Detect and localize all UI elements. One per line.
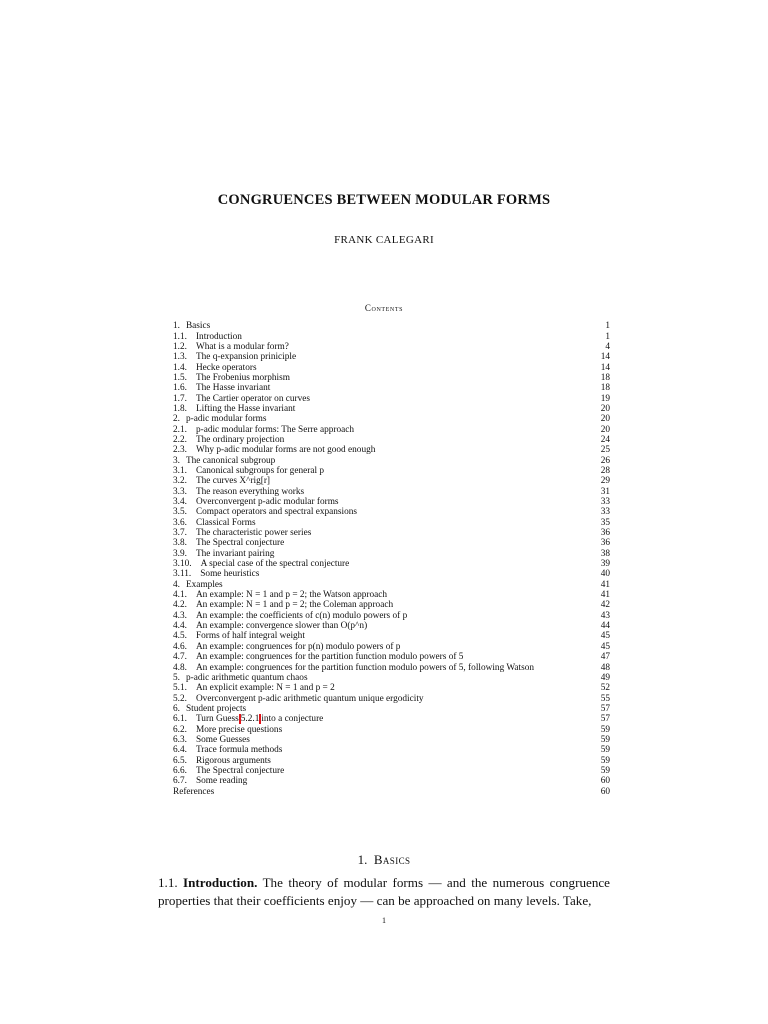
toc-link-box[interactable] (172, 600, 394, 610)
toc-page-number: 44 (600, 621, 610, 632)
toc-link-box[interactable] (172, 549, 275, 559)
toc-page-number: 59 (600, 724, 610, 735)
toc-entry-title: Hecke operators (195, 362, 257, 373)
toc-entry[interactable] (172, 704, 610, 714)
toc-page-number: 60 (600, 786, 610, 797)
toc-entry-title: Some Guesses (195, 734, 250, 745)
toc-entry-title: The canonical subgroup (185, 455, 276, 466)
toc-entry-number: 3.9. (173, 548, 187, 559)
toc-link-box[interactable] (172, 776, 248, 786)
toc-page-number: 45 (600, 641, 610, 652)
toc-entry-number: 3.1. (173, 465, 187, 476)
toc-entry[interactable] (172, 373, 610, 383)
toc-entry-link[interactable] (172, 445, 376, 455)
toc-entry[interactable] (172, 766, 610, 776)
toc-entry-link[interactable] (172, 663, 535, 673)
toc-entry[interactable] (172, 642, 610, 652)
toc-link-box[interactable] (172, 683, 336, 693)
toc-entry-title: Introduction (195, 331, 242, 342)
toc-entry[interactable] (172, 580, 610, 590)
section-number: 1. (357, 852, 368, 867)
toc-entry-title: Basics (185, 321, 211, 332)
toc-link-box[interactable] (172, 611, 408, 621)
toc-entry[interactable] (172, 735, 610, 745)
toc-link-box[interactable] (172, 766, 285, 776)
toc-entry-number: 4.6. (173, 641, 187, 652)
toc-entry[interactable] (172, 559, 610, 569)
toc-entry-link[interactable] (172, 735, 251, 745)
toc-link-box[interactable] (172, 518, 257, 528)
toc-link-box[interactable] (172, 507, 358, 517)
toc-link-box[interactable] (172, 445, 376, 455)
toc-entry-title: The reason everything works (195, 486, 305, 497)
toc-entry-title: Canonical subgroups for general p (195, 465, 325, 476)
toc-entry[interactable] (172, 497, 610, 507)
toc-entry[interactable] (172, 776, 610, 786)
toc-page-number: 24 (600, 434, 610, 445)
toc-entry-link[interactable] (172, 787, 215, 797)
toc-entry-number: 4.5. (173, 631, 187, 642)
toc-link-box[interactable] (172, 342, 290, 352)
toc-page-number: 42 (600, 600, 610, 611)
toc-link-box[interactable] (172, 756, 272, 766)
toc-entry-link[interactable] (172, 342, 290, 352)
toc-entry[interactable] (172, 476, 610, 486)
toc-entry-number: 5. (173, 672, 180, 683)
toc-entry-link[interactable] (172, 766, 285, 776)
toc-link-box[interactable] (172, 590, 388, 600)
toc-entry[interactable] (172, 611, 610, 621)
toc-entry-number: 6.4. (173, 745, 187, 756)
toc-entry-title: The q-expansion priniciple (195, 352, 297, 363)
toc-entry[interactable] (172, 745, 610, 755)
toc-entry-title: A special case of the spectral conjecture (200, 559, 350, 570)
toc-page-number: 57 (600, 714, 610, 725)
toc-entry[interactable] (172, 424, 610, 434)
toc-page-number: 48 (600, 662, 610, 673)
toc-entry-title: An example: congruences for p(n) modulo powers of p (195, 641, 401, 652)
toc-page-number: 20 (600, 414, 610, 425)
toc-entry-link[interactable] (172, 559, 350, 569)
toc-entry-title: Trace formula methods (195, 745, 283, 756)
toc-page-number: 1 (605, 321, 610, 332)
toc-page-number: 18 (600, 383, 610, 394)
toc-entry[interactable] (172, 673, 610, 683)
toc-page-number: 20 (600, 403, 610, 414)
toc-entry-title: Rigorous arguments (195, 755, 271, 766)
toc-entry-link[interactable] (172, 383, 271, 393)
section-heading (0, 852, 768, 868)
toc-entry[interactable] (172, 590, 610, 600)
toc-entry-number: 4.1. (173, 590, 187, 601)
toc-link-box[interactable] (172, 363, 258, 373)
toc-link-box[interactable] (172, 538, 285, 548)
toc-entry[interactable] (172, 466, 610, 476)
toc-entry-link[interactable] (172, 600, 394, 610)
toc-entry-number: 5.2. (173, 693, 187, 704)
toc-entry[interactable] (172, 652, 610, 662)
toc-page-number: 28 (600, 465, 610, 476)
toc-entry-link[interactable] (172, 332, 243, 342)
toc-entry-link[interactable] (172, 611, 408, 621)
toc-entry[interactable] (172, 528, 610, 538)
toc-page-number: 31 (600, 486, 610, 497)
toc-entry-number: 3.6. (173, 517, 187, 528)
toc-page-number: 36 (600, 528, 610, 539)
toc-page-number: 35 (600, 517, 610, 528)
toc-link-box[interactable] (172, 631, 306, 641)
toc-entry-title: The Hasse invariant (195, 383, 271, 394)
toc-link-box[interactable] (172, 694, 425, 704)
toc-entry-title: Some reading (195, 776, 248, 787)
toc-entry-link[interactable] (172, 394, 311, 404)
toc-entry[interactable] (172, 549, 610, 559)
toc-entry-link[interactable] (172, 435, 285, 445)
toc-page-number: 41 (600, 590, 610, 601)
toc-page-number: 4 (605, 341, 610, 352)
toc-entry-title: An example: convergence slower than O(p^n) (195, 621, 368, 632)
toc-entry[interactable] (172, 755, 610, 765)
toc-entry-number: 4.2. (173, 600, 187, 611)
toc-entry-number: 1.6. (173, 383, 187, 394)
toc-link-box[interactable] (172, 580, 224, 590)
table-of-contents (172, 321, 610, 797)
toc-page-number: 59 (600, 745, 610, 756)
subsection-title: Introduction. (183, 875, 258, 890)
toc-entry-link[interactable] (172, 631, 306, 641)
toc-page-number: 47 (600, 652, 610, 663)
toc-entry[interactable] (172, 724, 610, 734)
toc-entry-link[interactable] (172, 507, 358, 517)
toc-link-box[interactable] (172, 497, 340, 507)
toc-link-box[interactable] (172, 735, 251, 745)
toc-entry-link[interactable] (172, 745, 283, 755)
toc-entry[interactable] (172, 342, 610, 352)
toc-entry-title: Compact operators and spectral expansions (195, 507, 358, 518)
toc-entry-title: Classical Forms (195, 517, 256, 528)
toc-entry-link[interactable] (172, 652, 464, 662)
toc-link-box[interactable] (172, 404, 296, 414)
toc-entry-number: 1.1. (173, 331, 187, 342)
toc-entry-number: 2.1. (173, 424, 187, 435)
toc-link-box[interactable] (172, 466, 325, 476)
toc-entry-title: What is a modular form? (195, 341, 289, 352)
toc-entry-number: 1.8. (173, 403, 187, 414)
toc-page-number: 55 (600, 693, 610, 704)
toc-entry-number: 4.7. (173, 652, 187, 663)
toc-entry[interactable] (172, 538, 610, 548)
toc-link-box[interactable] (172, 787, 215, 797)
toc-page-number: 43 (600, 610, 610, 621)
toc-entry[interactable] (172, 393, 610, 403)
toc-page-number: 41 (600, 579, 610, 590)
subsection-number: 1.1. (158, 875, 178, 890)
toc-link-box[interactable] (172, 394, 311, 404)
toc-entry-number: 3.5. (173, 507, 187, 518)
toc-entry[interactable] (172, 693, 610, 703)
toc-entry-title: An example: N = 1 and p = 2; the Coleman approach (195, 600, 394, 611)
toc-link-box[interactable] (260, 714, 324, 724)
toc-page-number: 57 (600, 703, 610, 714)
toc-entry-title: The characteristic power series (195, 528, 312, 539)
toc-entry-number: 1.4. (173, 362, 187, 373)
body-paragraph (158, 874, 610, 909)
toc-link-box[interactable] (172, 414, 268, 424)
toc-entry-number: 3. (173, 455, 180, 466)
toc-entry-number: 6. (173, 703, 180, 714)
toc-page-number: 38 (600, 548, 610, 559)
toc-entry-title: Forms of half integral weight (195, 631, 305, 642)
toc-entry[interactable] (172, 455, 610, 465)
toc-entry-title: Overconvergent p-adic arithmetic quantum unique ergodicity (195, 693, 424, 704)
toc-link-box[interactable] (172, 621, 368, 631)
toc-entry-number: 2.2. (173, 434, 187, 445)
toc-page-number: 45 (600, 631, 610, 642)
toc-entry[interactable] (172, 786, 610, 796)
toc-entry-title: An example: congruences for the partition function modulo powers of 5 (195, 652, 464, 663)
toc-entry[interactable] (172, 414, 610, 424)
toc-entry-link[interactable] (172, 549, 275, 559)
toc-entry-link[interactable] (172, 683, 336, 693)
toc-entry[interactable] (172, 600, 610, 610)
toc-entry-number: 3.10. (173, 559, 192, 570)
toc-entry-link[interactable] (172, 404, 296, 414)
toc-entry-title: Lifting the Hasse invariant (195, 403, 296, 414)
toc-entry-title: An example: N = 1 and p = 2; the Watson approach (195, 590, 388, 601)
section-title: Basics (373, 852, 411, 867)
toc-entry-link[interactable] (172, 580, 224, 590)
toc-entry-title-continued: into a conjecture (261, 714, 324, 725)
toc-entry-number: 4.3. (173, 610, 187, 621)
toc-entry-number: 3.8. (173, 538, 187, 549)
toc-entry-link[interactable] (172, 518, 257, 528)
toc-entry[interactable] (172, 714, 610, 724)
toc-entry-link[interactable] (172, 694, 425, 704)
toc-entry-number: 4.8. (173, 662, 187, 673)
toc-page-number: 20 (600, 424, 610, 435)
toc-link-box[interactable] (172, 487, 305, 497)
toc-entry[interactable] (172, 435, 610, 445)
toc-entry-title: The invariant pairing (195, 548, 275, 559)
toc-entry-title: An explicit example: N = 1 and p = 2 (195, 683, 335, 694)
toc-entry-title: References (173, 786, 215, 797)
paper-author: FRANK CALEGARI (334, 234, 434, 246)
toc-entry-number: 3.4. (173, 497, 187, 508)
toc-entry-title: The Spectral conjecture (195, 765, 285, 776)
toc-page-number: 19 (600, 393, 610, 404)
toc-link-box[interactable] (172, 642, 401, 652)
toc-entry-number: 4.4. (173, 621, 187, 632)
toc-page-number: 26 (600, 455, 610, 466)
toc-entry-link[interactable] (172, 569, 260, 579)
toc-entry-link[interactable] (172, 725, 283, 735)
toc-entry-link[interactable] (172, 466, 325, 476)
toc-entry[interactable] (172, 518, 610, 528)
toc-link-box[interactable] (172, 435, 285, 445)
toc-page-number: 33 (600, 497, 610, 508)
toc-link-box[interactable] (172, 476, 271, 486)
toc-link-box[interactable] (172, 652, 464, 662)
toc-entry-title: The curves X^rig[r] (195, 476, 271, 487)
toc-entry-title: An example: the coefficients of c(n) modulo powers of p (195, 610, 408, 621)
toc-entry-title: Why p-adic modular forms are not good enough (195, 445, 376, 456)
toc-entry-link[interactable] (172, 538, 285, 548)
toc-page-number: 52 (600, 683, 610, 694)
toc-page-number: 18 (600, 372, 610, 383)
toc-entry-link[interactable] (172, 673, 309, 683)
toc-entry-link[interactable] (172, 476, 271, 486)
toc-entry-link[interactable] (172, 704, 247, 714)
toc-entry-title: An example: congruences for the partition function modulo powers of 5, following Watson (195, 662, 535, 673)
toc-entry-title: Some heuristics (200, 569, 260, 580)
toc-page-number: 60 (600, 776, 610, 787)
toc-page-number: 59 (600, 734, 610, 745)
toc-page-number: 14 (600, 362, 610, 373)
toc-entry-number: 1.7. (173, 393, 187, 404)
toc-link-box[interactable] (172, 456, 276, 466)
toc-entry-link[interactable] (172, 352, 297, 362)
toc-cross-reference[interactable]: 5.2.1 (240, 714, 260, 725)
toc-entry-title: The Frobenius morphism (195, 372, 290, 383)
toc-entry-number: 6.1. (173, 714, 187, 725)
toc-entry-number: 3.11. (173, 569, 192, 580)
toc-entry-title: Examples (185, 579, 223, 590)
toc-entry-title: The Cartier operator on curves (195, 393, 311, 404)
toc-entry[interactable] (172, 445, 610, 455)
toc-entry[interactable] (172, 362, 610, 372)
toc-entry-title: p-adic modular forms: The Serre approach (195, 424, 355, 435)
toc-entry-title: Overconvergent p-adic modular forms (195, 497, 339, 508)
toc-entry-link[interactable] (172, 621, 368, 631)
toc-entry-title: Student projects (185, 703, 247, 714)
toc-entry-link[interactable] (172, 642, 401, 652)
toc-page-number: 59 (600, 765, 610, 776)
toc-link-box[interactable] (172, 704, 247, 714)
body-text: The theory of modular forms — and the numerous congruence properties that their coefficients enjoy — can be approached on many levels. Take, (158, 875, 610, 908)
toc-link-box[interactable] (172, 745, 283, 755)
toc-entry-link[interactable] (172, 414, 268, 424)
toc-entry-number: 5.1. (173, 683, 187, 694)
toc-page-number: 36 (600, 538, 610, 549)
toc-link-box[interactable] (172, 332, 243, 342)
toc-entry-link[interactable] (172, 363, 258, 373)
toc-entry-link[interactable] (172, 776, 248, 786)
toc-entry-number: 2. (173, 414, 180, 425)
toc-link-box[interactable] (172, 559, 350, 569)
toc-entry-link[interactable] (172, 373, 291, 383)
paper-title: CONGRUENCES BETWEEN MODULAR FORMS (217, 192, 551, 208)
toc-entry[interactable] (172, 621, 610, 631)
toc-entry-number: 6.5. (173, 755, 187, 766)
toc-entry-link[interactable] (172, 590, 388, 600)
toc-entry-number: 1.2. (173, 341, 187, 352)
toc-entry-number: 6.7. (173, 776, 187, 787)
toc-entry[interactable] (172, 683, 610, 693)
toc-entry-link[interactable] (172, 425, 355, 435)
toc-entry[interactable] (172, 507, 610, 517)
toc-page-number: 14 (600, 352, 610, 363)
toc-entry-number: 1. (173, 321, 180, 332)
toc-entry[interactable] (172, 383, 610, 393)
toc-entry-title: p-adic modular forms (185, 414, 267, 425)
toc-entry[interactable] (172, 631, 610, 641)
toc-entry-link[interactable] (172, 456, 276, 466)
toc-entry-link[interactable] (172, 487, 305, 497)
toc-entry-title: Turn Guess (195, 714, 239, 725)
toc-entry-number: 3.2. (173, 476, 187, 487)
toc-page-number: 59 (600, 755, 610, 766)
toc-entry-title: p-adic arithmetic quantum chaos (185, 672, 308, 683)
toc-entry-number: 1.5. (173, 372, 187, 383)
toc-page-number: 40 (600, 569, 610, 580)
page-number: 1 (382, 916, 386, 925)
toc-link-box[interactable] (172, 383, 271, 393)
toc-entry-link[interactable] (172, 528, 312, 538)
contents-heading: Contents (364, 303, 404, 313)
toc-entry-link[interactable] (172, 756, 272, 766)
toc-link-box[interactable] (172, 352, 297, 362)
toc-entry-number: 4. (173, 579, 180, 590)
toc-entry[interactable] (172, 404, 610, 414)
toc-link-box[interactable] (172, 663, 535, 673)
toc-entry[interactable] (172, 487, 610, 497)
toc-entry-link[interactable] (172, 714, 324, 724)
toc-entry-number: 6.3. (173, 734, 187, 745)
toc-entry-number: 6.6. (173, 765, 187, 776)
toc-entry-link[interactable] (172, 321, 211, 331)
toc-entry-title: More precise questions (195, 724, 283, 735)
toc-entry-number: 1.3. (173, 352, 187, 363)
toc-page-number: 25 (600, 445, 610, 456)
toc-page-number: 29 (600, 476, 610, 487)
toc-entry-title: The Spectral conjecture (195, 538, 285, 549)
toc-link-box[interactable] (172, 425, 355, 435)
toc-link-box[interactable] (172, 373, 291, 383)
toc-entry-link[interactable] (172, 497, 340, 507)
toc-link-box[interactable] (172, 725, 283, 735)
toc-link-box[interactable] (172, 714, 240, 724)
toc-entry[interactable] (172, 331, 610, 341)
toc-page-number: 33 (600, 507, 610, 518)
toc-entry-number: 3.3. (173, 486, 187, 497)
toc-link-box[interactable] (172, 673, 309, 683)
toc-entry-number: 3.7. (173, 528, 187, 539)
toc-link-box[interactable] (172, 569, 260, 579)
toc-entry[interactable] (172, 321, 610, 331)
toc-entry[interactable] (172, 352, 610, 362)
toc-entry[interactable] (172, 662, 610, 672)
toc-link-box[interactable] (172, 528, 312, 538)
toc-page-number: 49 (600, 672, 610, 683)
toc-entry-number: 2.3. (173, 445, 187, 456)
toc-entry-number: 6.2. (173, 724, 187, 735)
toc-page-number: 1 (605, 331, 610, 342)
toc-page-number: 39 (600, 559, 610, 570)
toc-entry[interactable] (172, 569, 610, 579)
toc-link-box[interactable] (172, 321, 211, 331)
toc-entry-title: The ordinary projection (195, 434, 285, 445)
